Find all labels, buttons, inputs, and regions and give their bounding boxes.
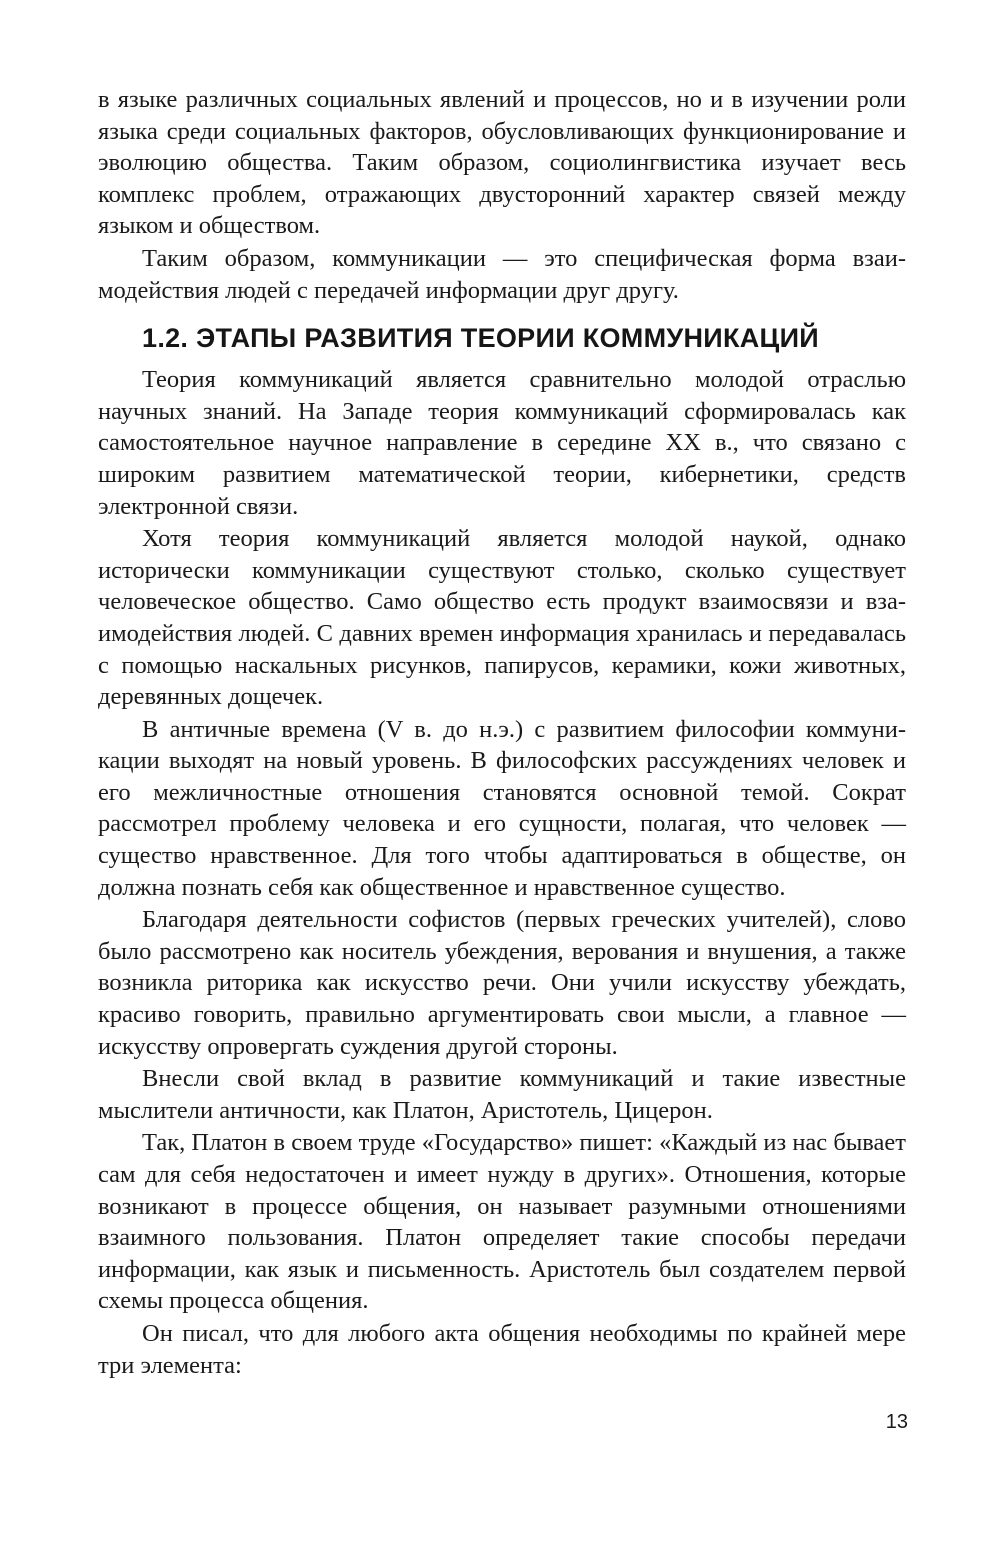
paragraph-3: В античные времена (V в. до н.э.) с развитием философии коммуникации выходят на новый уровень. В философских рассуждениях человек и его межличностные отношения становятся основной темой. Сократ рассмотрел проблему человека и его сущности, полагая, что человек — существо нравственное. Для того чтобы адаптироваться в обществе, он должна познать себя как общественное и нравственное существо. bbox=[98, 715, 906, 901]
paragraph-summary: Таким образом, коммуникации — это специфическая форма взаимодействия людей с передачей информации друг другу. bbox=[98, 244, 906, 304]
paragraph-6: Так, Платон в своем труде «Государство» пишет: «Каждый из нас бывает сам для себя недостаточен и имеет нужду в других». Отношения, которые возникают в процессе общения, он называет разумными отношениями взаимного пользования. Платон определяет такие способы передачи информации, как язык и письменность. Аристотель был создателем первой схемы процесса общения. bbox=[98, 1129, 906, 1315]
paragraph-1: Теория коммуникаций является сравнительно молодой отраслью научных знаний. На Западе теория коммуникаций сформировалась как самостоятельное научное направление в середине XX в., что связано с широким развитием математической теории, кибернетики, средств электронной связи. bbox=[98, 366, 906, 520]
paragraph-7: Он писал, что для любого акта общения необходимы по крайней мере три элемента: bbox=[98, 1319, 906, 1379]
paragraph-4: Благодаря деятельности софистов (первых греческих учителей), слово было рассмотрено как носитель убеждения, верования и внушения, а также возникла риторика как искусство речи. Они учили искусству убеждать, красиво говорить, правильно аргументировать свои мысли, а главное — искусству опровергать суждения другой стороны. bbox=[98, 906, 906, 1060]
page-body bbox=[98, 84, 906, 1381]
paragraph-continuation: в языке различных социальных явлений и процессов, но и в изучении роли языка среди социальных факторов, обусловливающих функционирование и эволюцию общества. Таким образом, социолингвистика изучает весь комплекс проблем, отражающих двусторонний характер связей между языком и обществом. bbox=[98, 86, 906, 240]
section-heading: 1.2. ЭТАПЫ РАЗВИТИЯ ТЕОРИИ КОММУНИКАЦИЙ bbox=[142, 323, 819, 354]
paragraph-5: Внесли свой вклад в развитие коммуникаций и такие известные мыслители античности, как Платон, Аристотель, Цицерон. bbox=[98, 1065, 906, 1124]
paragraph-2: Хотя теория коммуникаций является молодой наукой, однако исторически коммуникации существуют столько, сколько существует человеческое общество. Само общество есть продукт взаимосвязи и взаимодействия людей. С давних времен информация хранилась и передавалась с помощью наскальных рисунков, папирусов, керамики, кожи животных, деревянных дощечек. bbox=[98, 525, 906, 711]
page-number: 13 bbox=[885, 1411, 908, 1433]
